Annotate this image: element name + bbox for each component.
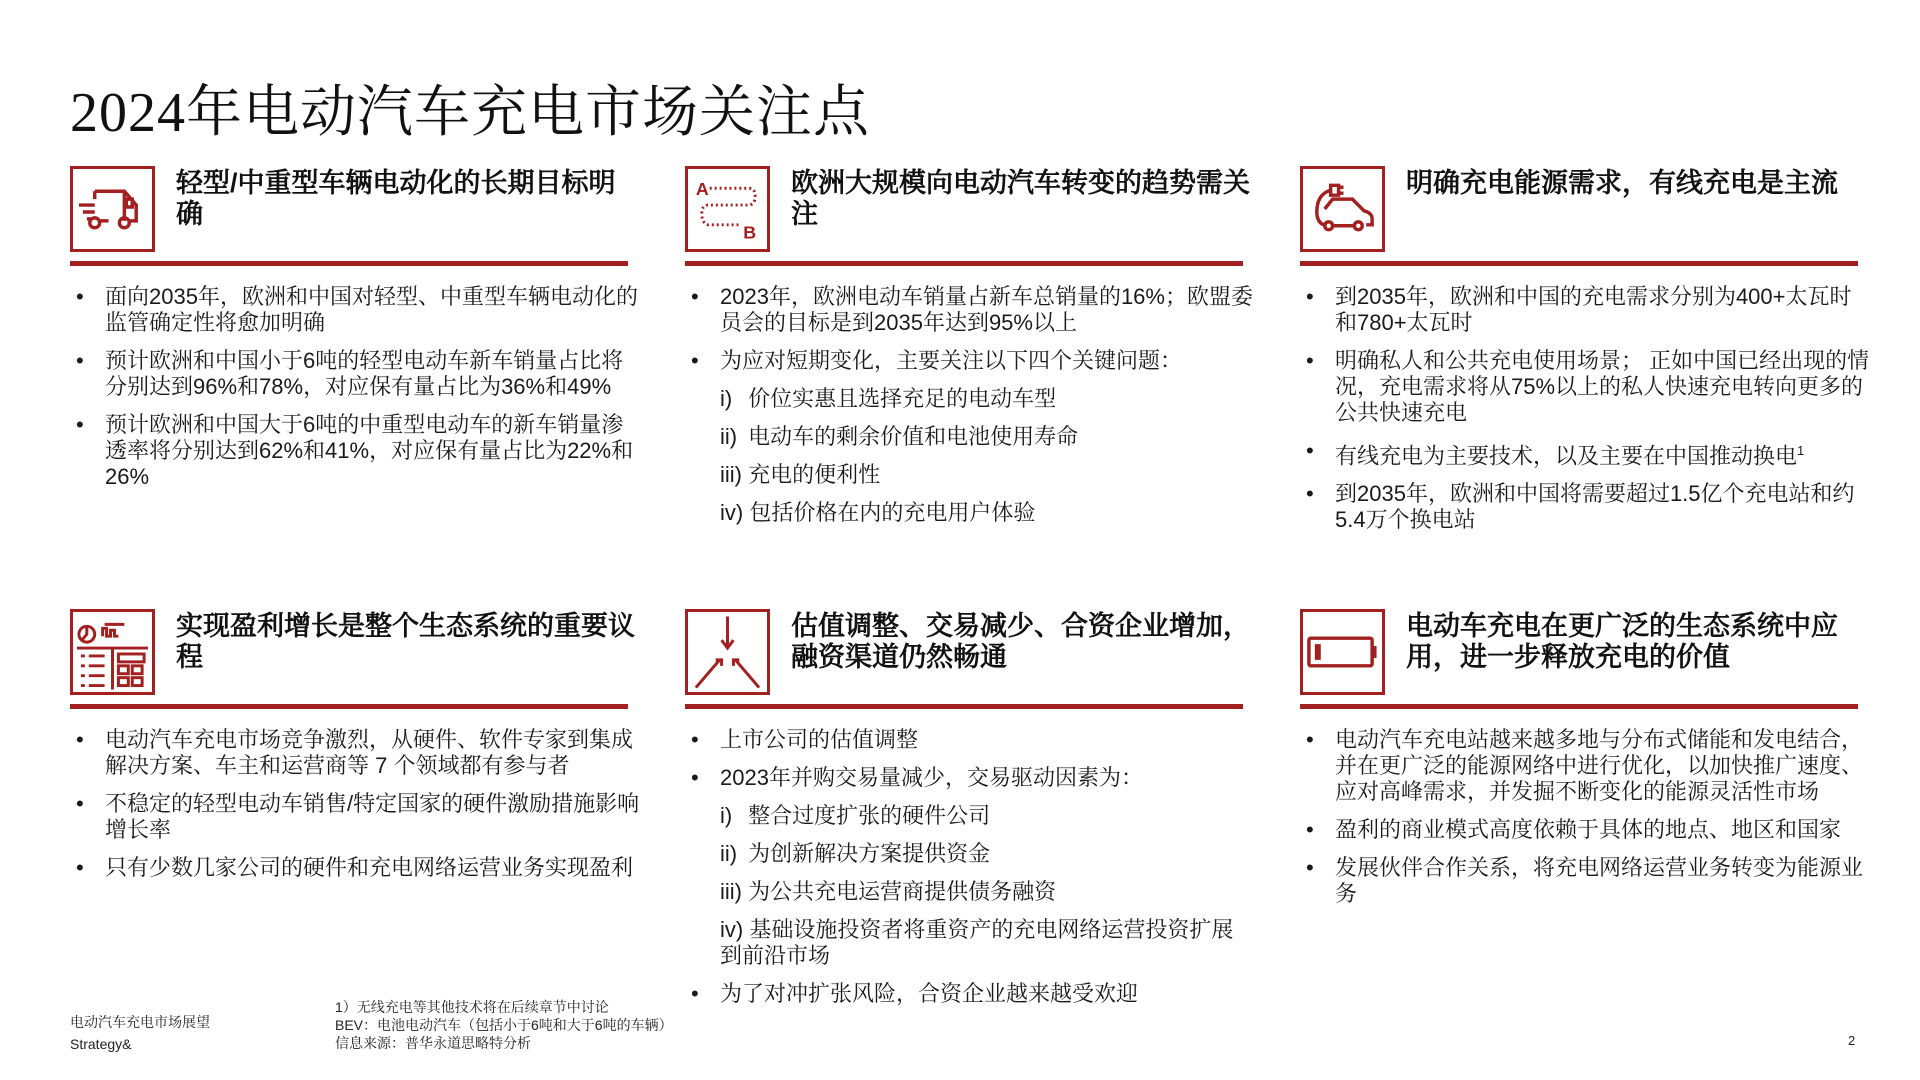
bullet-list — [685, 284, 1255, 538]
panel-heading: 欧洲大规模向电动汽车转变的趋势需关注 — [791, 168, 1250, 229]
sub-item-text: 价位实惠且选择充足的电动车型 — [748, 386, 1057, 411]
sub-item-label: ii) — [720, 424, 738, 449]
footnote: 信息来源：普华永道思略特分析 — [335, 1035, 531, 1051]
sub-item-text: 电动车的剩余价值和电池使用寿命 — [748, 424, 1079, 449]
list-item — [1300, 817, 1870, 843]
list-item — [70, 284, 640, 336]
list-item-text: 只有少数几家公司的硬件和充电网络运营业务实现盈利 — [105, 855, 634, 880]
list-item-text: 2023年并购交易量减少，交易驱动因素为： — [720, 765, 1143, 790]
sub-item-label: iv) — [720, 917, 744, 942]
list-item — [70, 348, 640, 400]
footnote: BEV：电池电动汽车（包括小于6吨和大于6吨的车辆） — [335, 1017, 673, 1033]
divider — [1300, 261, 1858, 266]
sub-item-text: 为公共充电运营商提供债务融资 — [748, 879, 1057, 904]
sub-item-label: iv) — [720, 500, 744, 525]
sub-item-text: 充电的便利性 — [748, 462, 881, 487]
list-item-text: 不稳定的轻型电动车销售/特定国家的硬件激励措施影响增长率 — [105, 791, 640, 842]
panel-europe-ev-shift — [685, 166, 1253, 596]
divider — [1300, 704, 1858, 709]
brand-name: Strategy& — [70, 1036, 132, 1052]
sub-item — [685, 917, 1255, 969]
sub-item — [685, 500, 1255, 526]
list-item — [70, 727, 640, 779]
footnote: 1）无线充电等其他技术将在后续章节中讨论 — [335, 999, 609, 1015]
page-title: 2024年电动汽车充电市场关注点 — [70, 82, 870, 144]
sub-item-text: 为创新解决方案提供资金 — [748, 841, 991, 866]
footer-source — [70, 1011, 210, 1055]
svg-text:B: B — [743, 222, 757, 243]
panel-heading: 电动车充电在更广泛的生态系统中应用，进一步释放充电的价值 — [1406, 611, 1838, 672]
list-item-text: 盈利的商业模式高度依赖于具体的地点、地区和国家 — [1335, 817, 1842, 842]
list-item-text: 到2035年，欧洲和中国的充电需求分别为400+太瓦时和780+太瓦时 — [1335, 284, 1852, 335]
list-item-text: 2023年，欧洲电动车销量占新车总销量的16%；欧盟委员会的目标是到2035年达到95%以上 — [720, 284, 1253, 335]
dashboard-report-icon — [70, 609, 155, 695]
bullet-list — [70, 727, 640, 893]
svg-text:A: A — [695, 179, 709, 200]
list-item — [685, 284, 1255, 336]
sub-item-label: iii) — [720, 462, 742, 487]
panel-valuation-funding — [685, 609, 1250, 1039]
list-item-text: 为应对短期变化，主要关注以下四个关键问题： — [720, 348, 1183, 373]
report-name: 电动汽车充电市场展望 — [70, 1014, 210, 1030]
page-number: 2 — [1848, 1033, 1856, 1048]
divider — [70, 704, 628, 709]
sub-item — [685, 803, 1255, 829]
converging-arrows-icon — [685, 609, 770, 695]
list-item-text: 预计欧洲和中国大于6吨的中重型电动车的新车销量渗透率将分别达到62%和41%，对应保有量占比为22%和26% — [105, 412, 634, 489]
list-item-text: 到2035年，欧洲和中国将需要超过1.5亿个充电站和约5.4万个换电站 — [1335, 481, 1855, 533]
sub-item-text: 基础设施投资者将重资产的充电网络运营投资扩展到前沿市场 — [720, 917, 1234, 968]
divider — [685, 261, 1243, 266]
list-item-text: 为了对冲扩张风险，合资企业越来越受欢迎 — [720, 981, 1139, 1006]
list-item — [1300, 481, 1870, 533]
list-item-text: 发展伙伴合作关系，将充电网络运营业务转变为能源业务 — [1335, 855, 1864, 906]
list-item-text: 预计欧洲和中国小于6吨的轻型电动车新车销量占比将分别达到96%和78%，对应保有量占比为36%和49% — [105, 348, 624, 399]
list-item-text: 有线充电为主要技术，以及主要在中国推动换电 — [1335, 443, 1798, 469]
panel-ecosystem-value — [1300, 609, 1864, 1039]
list-item-text: 上市公司的估值调整 — [720, 727, 919, 752]
sub-item-label: iii) — [720, 879, 742, 904]
battery-icon — [1300, 609, 1385, 695]
list-item — [1300, 855, 1870, 907]
divider — [685, 704, 1243, 709]
panel-heading: 轻型/中重型车辆电动化的长期目标明确 — [176, 168, 616, 229]
list-item — [685, 981, 1255, 1007]
list-item — [1300, 284, 1870, 336]
list-item — [1300, 438, 1870, 469]
list-item — [1300, 348, 1870, 426]
route-a-to-b-icon — [685, 166, 770, 252]
list-item-text: 面向2035年，欧洲和中国对轻型、中重型车辆电动化的监管确定性将愈加明确 — [105, 284, 638, 335]
list-item — [1300, 727, 1870, 805]
bullet-list — [70, 284, 640, 502]
panel-heading: 实现盈利增长是整个生态系统的重要议程 — [176, 611, 635, 672]
panel-heading: 估值调整、交易减少、合资企业增加，融资渠道仍然畅通 — [791, 611, 1250, 672]
sub-item — [685, 879, 1255, 905]
divider — [70, 261, 628, 266]
sub-item — [685, 386, 1255, 412]
sub-item-label: i) — [720, 803, 733, 828]
bullet-list — [1300, 727, 1870, 919]
panel-heading: 明确充电能源需求，有线充电是主流 — [1406, 168, 1838, 198]
list-item-text: 电动汽车充电市场竞争激烈，从硬件、软件专家到集成解决方案、车主和运营商等 7 个领域都有参与者 — [105, 727, 634, 778]
list-item — [70, 855, 640, 881]
list-item — [70, 412, 640, 490]
list-item — [70, 791, 640, 843]
sub-item-text: 包括价格在内的充电用户体验 — [749, 500, 1036, 525]
bullet-list — [1300, 284, 1870, 545]
list-item-text: 明确私人和公共充电使用场景； 正如中国已经出现的情况，充电需求将从75%以上的私人快速充电转向更多的公共快速充电 — [1335, 348, 1870, 425]
panel-electrification-targets — [70, 166, 638, 596]
panel-charging-demand — [1300, 166, 1870, 596]
footnotes — [335, 998, 673, 1052]
sub-item-label: ii) — [720, 841, 738, 866]
list-item — [685, 727, 1255, 753]
sub-item — [685, 462, 1255, 488]
list-item — [685, 765, 1255, 791]
sub-item — [685, 424, 1255, 450]
sub-item-text: 整合过度扩张的硬件公司 — [748, 803, 991, 828]
panel-profitability-growth — [70, 609, 640, 1039]
ev-plug-car-icon — [1300, 166, 1385, 252]
truck-icon — [70, 166, 155, 252]
sub-item-label: i) — [720, 386, 733, 411]
footnote-ref: 1 — [1797, 443, 1805, 458]
bullet-list — [685, 727, 1255, 1019]
sub-item — [685, 841, 1255, 867]
list-item — [685, 348, 1255, 374]
list-item-text: 电动汽车充电站越来越多地与分布式储能和发电结合，并在更广泛的能源网络中进行优化，以加快推广速度、应对高峰需求，并发掘不断变化的能源灵活性市场 — [1335, 727, 1864, 804]
